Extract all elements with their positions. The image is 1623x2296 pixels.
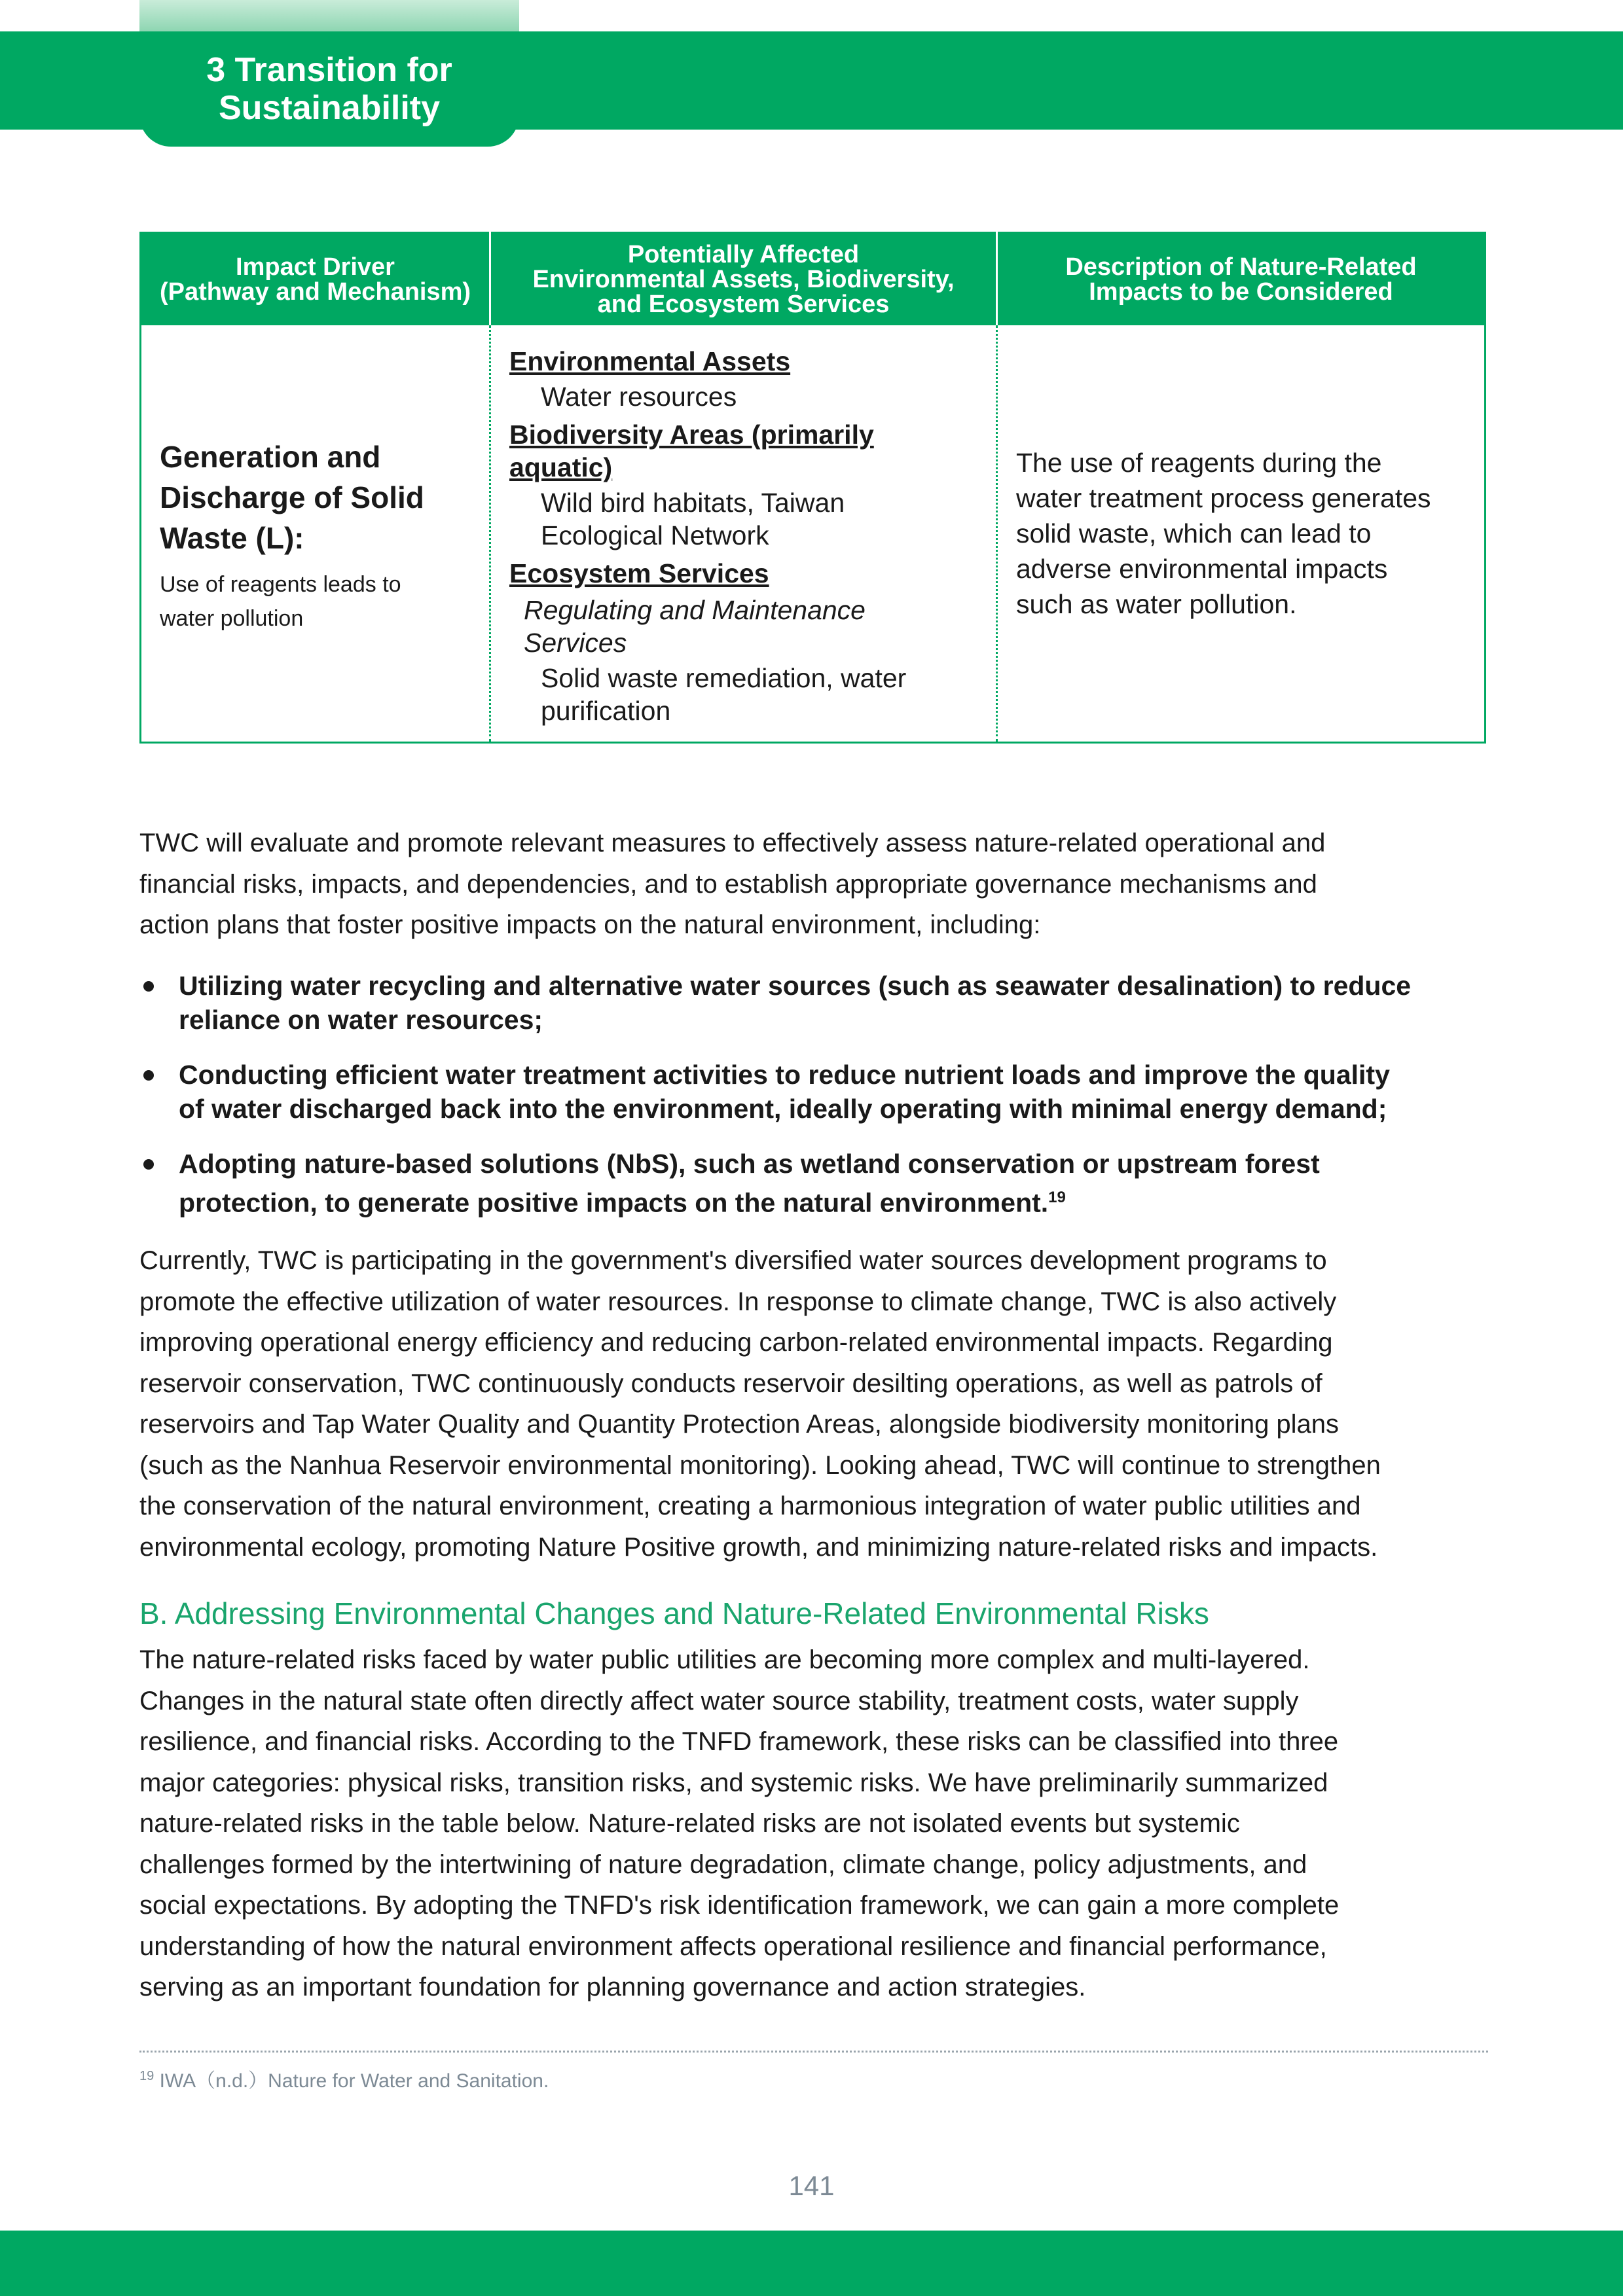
section-title-line: Sustainability [218, 89, 441, 127]
ecosystem-services-heading: Ecosystem Services [509, 558, 769, 588]
environmental-assets-heading: Environmental Assets [509, 346, 791, 376]
footnote-text: IWA（n.d.）Nature for Water and Sanitation. [159, 2070, 549, 2092]
biodiversity-item: Wild bird habitats, Taiwan Ecological Network [541, 488, 845, 550]
environmental-assets-item: Water resources [541, 382, 737, 412]
footnote-divider [139, 2051, 1488, 2053]
impact-driver-cell [141, 325, 490, 743]
ecosystem-services-item: Solid waste remediation, water purification [541, 663, 907, 726]
footnote-reference[interactable]: 19 [1048, 1189, 1066, 1206]
intro-paragraph: TWC will evaluate and promote relevant measures to effectively assess nature-related operational and financial risks, impacts, and dependencies, and to establish appropriate governance mechanisms and action plans that foster positive impacts on the natural environment, including: [139, 829, 1326, 939]
impact-description: The use of reagents during the water treatment process generates solid waste, which can lead to adverse environmental impacts such as water pollution. [1016, 448, 1431, 619]
footnote-number: 19 [139, 2069, 155, 2083]
bullet-icon [143, 1070, 154, 1081]
header-affected-assets: Potentially Affected Environmental Assets, Biodiversity, and Ecosystem Services [490, 233, 997, 326]
list-item: Utilizing water recycling and alternative water sources (such as seawater desalination) to reduce reliance on water resources; [139, 969, 1488, 1037]
impact-description-cell [997, 325, 1486, 743]
current-status-paragraph: Currently, TWC is participating in the government's diversified water sources development programs to promote the effective utilization of water resources. In response to climate change, TWC is also actively improving operational energy efficiency and reducing carbon-related environmental impacts. Regarding reservoir conservation, TWC continuously conducts reservoir desilting operations, as well as patrols of reservoirs and Tap Water Quality and Quantity Protection Areas, alongside biodiversity monitoring plans (such as the Nanhua Reservoir environmental monitoring). Looking ahead, TWC will continue to strengthen the conservation of the natural environment, creating a harmonious integration of water public utilities and environmental ecology, promoting Nature Positive growth, and minimizing nature-related risks and impacts. [139, 1246, 1381, 1562]
section-b-paragraph: The nature-related risks faced by water public utilities are becoming more complex and multi-layered. Changes in the natural state often directly affect water source stability, treatment costs, water supply resilience, and financial risks. According to the TNFD framework, these risks can be classified into three major categories: physical risks, transition risks, and systemic risks. We have preliminarily summarized nature-related risks in the table below. Nature-related risks are not isolated events but systemic challenges formed by the intertwining of nature degradation, climate change, policy adjustments, and social expectations. By adopting the TNFD's risk identification framework, we can gain a more complete understanding of how the natural environment affects operational resilience and financial performance, serving as an important foundation for planning governance and action strategies. [139, 1645, 1340, 2001]
section-title [206, 51, 452, 127]
footer-bar [0, 2231, 1623, 2296]
header-impact-description: Description of Nature-Related Impacts to be Considered [997, 233, 1486, 326]
affected-assets-cell [490, 325, 997, 743]
section-tab [139, 31, 519, 147]
measures-list [139, 969, 1488, 1241]
bullet-icon [143, 981, 154, 992]
list-item: Conducting efficient water treatment activities to reduce nutrient loads and improve the quality of water discharged back into the environment, ideally operating with minimal energy demand; [139, 1058, 1488, 1126]
list-item: Adopting nature-based solutions (NbS), such as wetland conservation or upstream forest protection, to generate positive impacts on the natural environment.$^{19}$ [139, 1147, 1488, 1220]
biodiversity-heading: Biodiversity Areas (primarily aquatic) [509, 420, 874, 482]
ecosystem-services-subheading: Regulating and Maintenance Services [524, 595, 866, 658]
section-b-heading: B. Addressing Environmental Changes and Nature-Related Environmental Risks [139, 1596, 1209, 1630]
bullet-icon [143, 1159, 154, 1170]
page-number: 141 [788, 2170, 835, 2201]
impact-driver-note: Use of reagents leads to water pollution [160, 572, 401, 631]
section-title-line: 3 Transition for [206, 51, 452, 89]
table-row [141, 325, 1486, 743]
header-impact-driver: Impact Driver (Pathway and Mechanism) [141, 233, 490, 326]
impact-table [139, 232, 1486, 744]
table-header-row [141, 233, 1486, 326]
impact-driver-title: Generation and Discharge of Solid Waste (L): [160, 440, 424, 555]
bullet-text: protection, to generate positive impacts on the natural environment. [179, 1187, 1049, 1218]
footnote [139, 2063, 549, 2094]
